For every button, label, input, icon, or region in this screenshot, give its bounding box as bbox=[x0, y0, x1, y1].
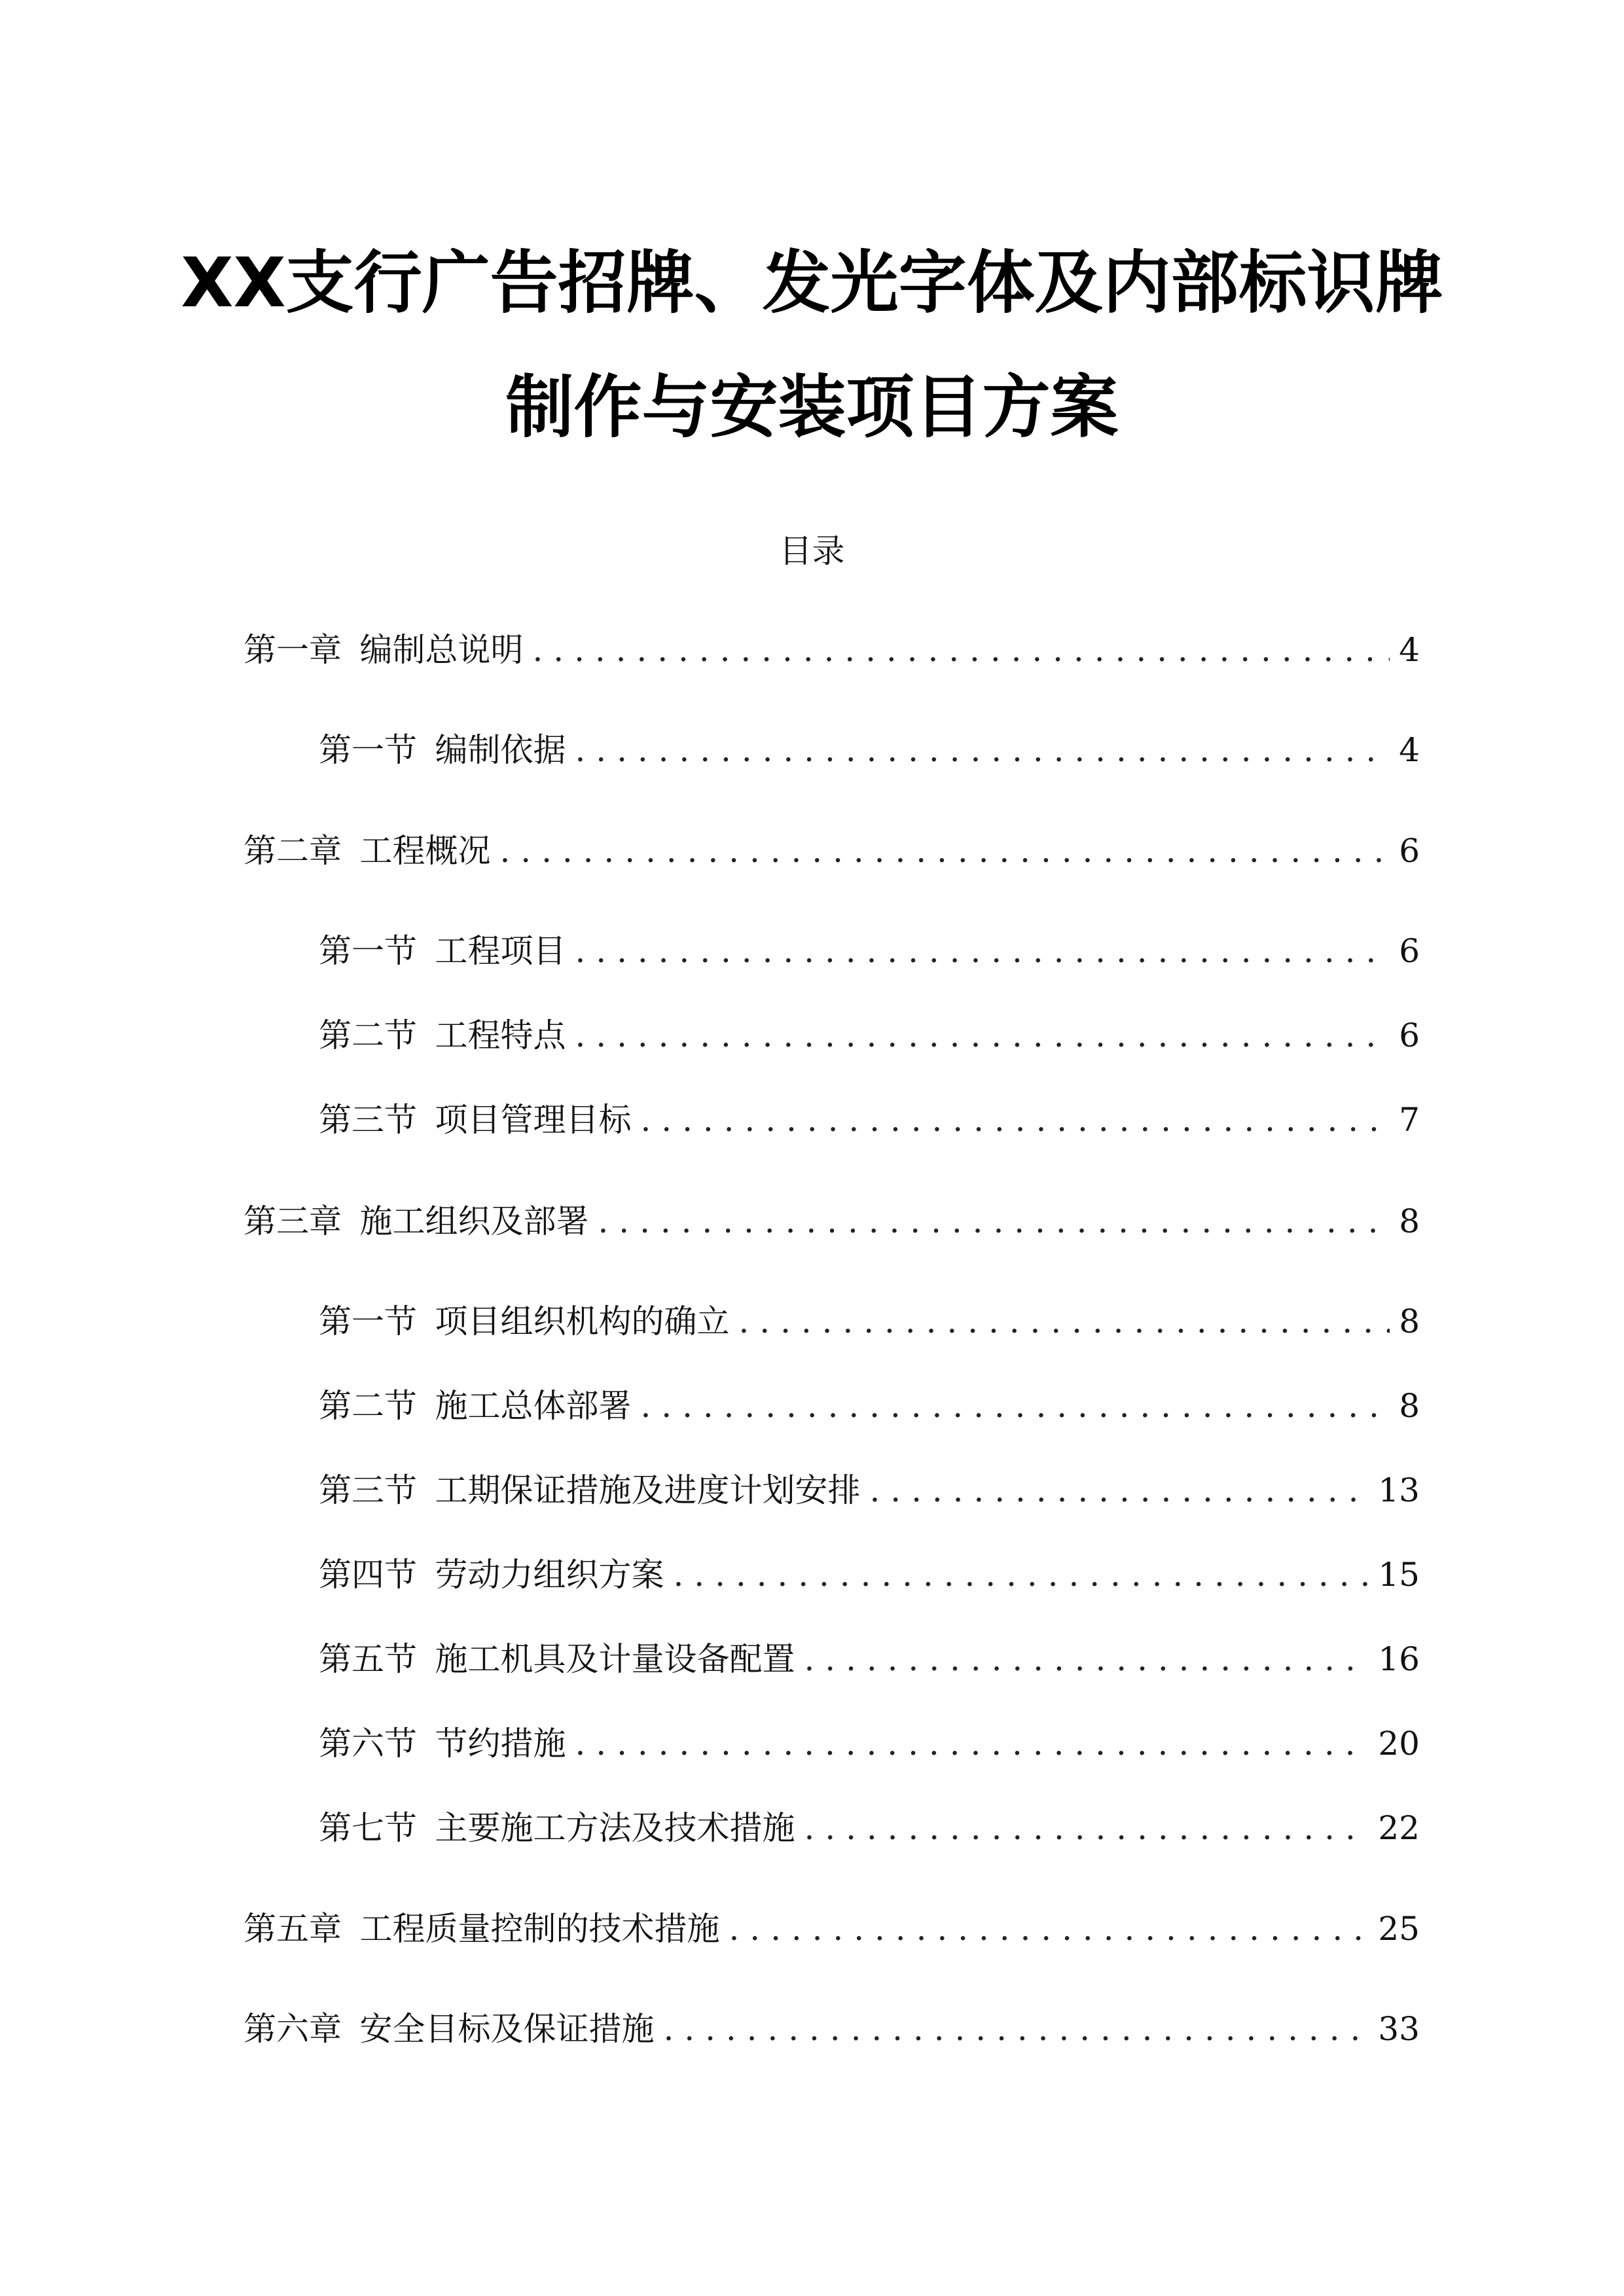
toc-entry-label bbox=[319, 1640, 795, 1679]
toc-entry-label bbox=[319, 1724, 566, 1763]
toc-entry-page: 8 bbox=[1399, 1202, 1420, 1240]
toc-entry-section[interactable] bbox=[319, 1640, 1420, 1679]
toc-entry-section[interactable] bbox=[319, 730, 1420, 770]
toc-entry-title: 工程质量控制的技术措施 bbox=[359, 1910, 720, 1948]
toc-entry-number: 第三章 bbox=[244, 1202, 342, 1240]
toc-entry-page: 8 bbox=[1399, 1302, 1420, 1340]
dot-leader bbox=[729, 1909, 1369, 1948]
dot-leader bbox=[575, 730, 1390, 770]
dot-leader bbox=[500, 831, 1390, 870]
toc-entry-section[interactable] bbox=[319, 1016, 1420, 1055]
toc-entry-number: 第七节 bbox=[319, 1809, 417, 1847]
toc-entry-page: 16 bbox=[1378, 1640, 1420, 1678]
toc-entry-number: 第一章 bbox=[244, 631, 342, 669]
dot-leader bbox=[739, 1302, 1390, 1341]
toc-entry-number: 第二节 bbox=[319, 1387, 417, 1425]
toc-entry-page: 4 bbox=[1399, 631, 1420, 669]
dot-leader bbox=[575, 931, 1390, 971]
toc-entry-section[interactable] bbox=[319, 1724, 1420, 1763]
toc-entry-section[interactable] bbox=[319, 1808, 1420, 1848]
toc-entry-number: 第三节 bbox=[319, 1101, 417, 1139]
toc-entry-number: 第五章 bbox=[244, 1910, 342, 1948]
toc-entry-page: 20 bbox=[1378, 1725, 1420, 1763]
toc-entry-section[interactable] bbox=[319, 931, 1420, 971]
toc-entry-section[interactable] bbox=[319, 1555, 1420, 1594]
toc-entry-label bbox=[319, 1471, 861, 1510]
toc-entry-number: 第六章 bbox=[244, 2010, 342, 2048]
toc-entry-section[interactable] bbox=[319, 1100, 1420, 1139]
toc-entry-section[interactable] bbox=[319, 1386, 1420, 1426]
dot-leader bbox=[533, 630, 1390, 670]
toc-entry-label bbox=[319, 931, 566, 971]
toc-entry-title: 节约措施 bbox=[435, 1725, 566, 1763]
toc-entry-title: 工期保证措施及进度计划安排 bbox=[435, 1471, 861, 1509]
toc-entry-title: 安全目标及保证措施 bbox=[359, 2010, 655, 2048]
dot-leader bbox=[664, 2009, 1369, 2049]
toc-entry-label bbox=[244, 2009, 655, 2049]
toc-entry-number: 第二章 bbox=[244, 832, 342, 870]
toc-entry-title: 施工机具及计量设备配置 bbox=[435, 1640, 795, 1678]
toc-entry-page: 33 bbox=[1378, 2010, 1420, 2048]
toc-entry-label bbox=[244, 1202, 589, 1241]
toc-entry-title: 编制依据 bbox=[435, 731, 566, 769]
toc-entry-number: 第六节 bbox=[319, 1725, 417, 1763]
dot-leader bbox=[598, 1202, 1390, 1241]
toc-entry-page: 25 bbox=[1378, 1910, 1420, 1948]
toc-entry-label bbox=[319, 730, 566, 770]
toc-entry-section[interactable] bbox=[319, 1302, 1420, 1341]
document-title-line-1: XX支行广告招牌、发光字体及内部标识牌 bbox=[181, 243, 1443, 323]
toc-entry-number: 第五节 bbox=[319, 1640, 417, 1678]
toc-entry-title: 施工总体部署 bbox=[435, 1387, 632, 1425]
toc-entry-number: 第二节 bbox=[319, 1016, 417, 1054]
toc-entry-number: 第一节 bbox=[319, 1302, 417, 1340]
toc-entry-label bbox=[319, 1016, 566, 1055]
toc-entry-title: 工程特点 bbox=[435, 1016, 566, 1054]
toc-entry-title: 劳动力组织方案 bbox=[435, 1556, 664, 1594]
toc-entry-number: 第一节 bbox=[319, 731, 417, 769]
dot-leader bbox=[804, 1808, 1369, 1848]
toc-entry-title: 主要施工方法及技术措施 bbox=[435, 1809, 795, 1847]
toc-entry-section[interactable] bbox=[319, 1471, 1420, 1510]
toc-entry-chapter[interactable] bbox=[244, 831, 1420, 870]
toc-entry-page: 6 bbox=[1399, 932, 1420, 970]
dot-leader bbox=[575, 1724, 1369, 1763]
toc-entry-page: 13 bbox=[1378, 1471, 1420, 1509]
dot-leader bbox=[641, 1100, 1390, 1139]
toc-entry-title: 编制总说明 bbox=[359, 631, 524, 669]
dot-leader bbox=[870, 1471, 1369, 1510]
toc-entry-label bbox=[319, 1808, 795, 1848]
document-title-line-2: 制作与安装项目方案 bbox=[505, 367, 1119, 447]
toc-entry-title: 工程项目 bbox=[435, 932, 566, 970]
dot-leader bbox=[641, 1386, 1390, 1426]
dot-leader bbox=[674, 1555, 1369, 1594]
toc-entry-chapter[interactable] bbox=[244, 1202, 1420, 1241]
toc-entry-label bbox=[244, 630, 524, 670]
toc-entry-label bbox=[319, 1100, 632, 1139]
toc-entry-chapter[interactable] bbox=[244, 630, 1420, 670]
toc-entry-label bbox=[319, 1555, 664, 1594]
toc-entry-number: 第一节 bbox=[319, 932, 417, 970]
toc-entry-title: 项目组织机构的确立 bbox=[435, 1302, 730, 1340]
toc-entry-page: 6 bbox=[1399, 832, 1420, 870]
toc-entry-number: 第四节 bbox=[319, 1556, 417, 1594]
toc-entry-title: 项目管理目标 bbox=[435, 1101, 632, 1139]
toc-entry-title: 工程概况 bbox=[359, 832, 491, 870]
toc-entry-chapter[interactable] bbox=[244, 2009, 1420, 2049]
toc-entry-number: 第三节 bbox=[319, 1471, 417, 1509]
dot-leader bbox=[575, 1016, 1390, 1055]
toc-entry-page: 8 bbox=[1399, 1387, 1420, 1425]
toc-entry-label bbox=[244, 831, 491, 870]
toc-entry-label bbox=[244, 1909, 720, 1948]
toc-entry-label bbox=[319, 1386, 632, 1426]
toc-entry-page: 7 bbox=[1399, 1101, 1420, 1139]
toc-entry-page: 15 bbox=[1378, 1556, 1420, 1594]
toc-entry-label bbox=[319, 1302, 730, 1341]
toc-entry-chapter[interactable] bbox=[244, 1909, 1420, 1948]
toc-entry-page: 6 bbox=[1399, 1016, 1420, 1054]
dot-leader bbox=[804, 1640, 1369, 1679]
toc-heading: 目录 bbox=[779, 532, 845, 570]
toc-entry-page: 4 bbox=[1399, 731, 1420, 769]
toc-entry-page: 22 bbox=[1378, 1809, 1420, 1847]
toc-entry-title: 施工组织及部署 bbox=[359, 1202, 589, 1240]
